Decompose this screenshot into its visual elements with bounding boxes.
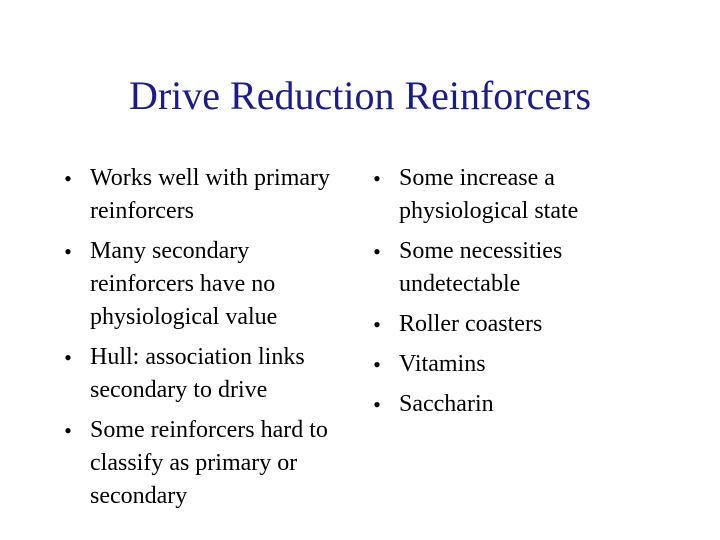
bullet-item <box>58 414 348 513</box>
bullet-item <box>367 348 667 381</box>
bullet-dot-icon: • <box>373 392 381 417</box>
bullet-dot-icon: • <box>64 345 72 370</box>
bullet-dot-icon: • <box>373 239 381 264</box>
bullet-text: Works well with primary reinforcers <box>90 165 331 224</box>
bullet-text: Saccharin <box>399 391 494 417</box>
left-bullet-list <box>58 162 348 520</box>
bullet-text: Vitamins <box>399 351 486 377</box>
bullet-dot-icon: • <box>373 352 381 377</box>
bullet-text: Some increase a physiological state <box>399 165 579 224</box>
bullet-item <box>58 341 348 407</box>
bullet-item <box>58 162 348 228</box>
bullet-item <box>367 235 667 301</box>
bullet-item <box>367 162 667 228</box>
bullet-dot-icon: • <box>373 312 381 337</box>
bullet-item <box>58 235 348 334</box>
bullet-item <box>367 308 667 341</box>
bullet-dot-icon: • <box>64 239 72 264</box>
bullet-dot-icon: • <box>64 166 72 191</box>
bullet-text: Some reinforcers hard to classify as primary or secondary <box>90 417 328 509</box>
bullet-text: Some necessities undetectable <box>399 238 563 297</box>
bullet-text: Many secondary reinforcers have no physiological value <box>90 238 278 330</box>
bullet-text: Roller coasters <box>399 311 543 337</box>
right-bullet-list <box>367 162 667 428</box>
slide-title: Drive Reduction Reinforcers <box>128 73 592 118</box>
bullet-item <box>367 388 667 421</box>
bullet-dot-icon: • <box>373 166 381 191</box>
bullet-dot-icon: • <box>64 418 72 443</box>
bullet-text: Hull: association links secondary to drive <box>90 344 305 403</box>
